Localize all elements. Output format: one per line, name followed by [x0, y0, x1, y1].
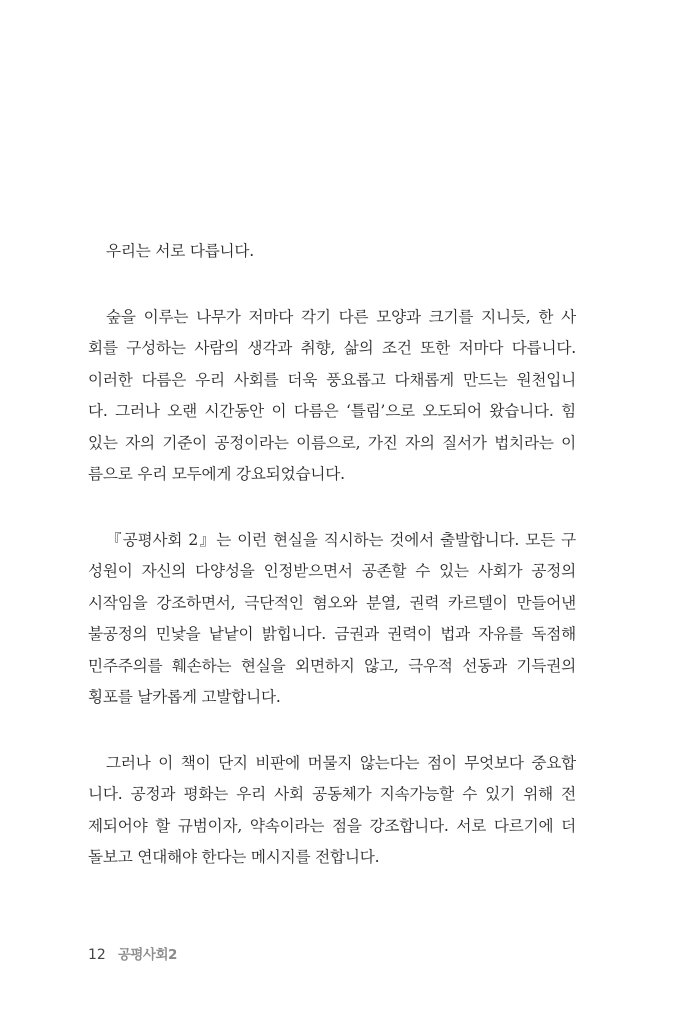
body-text: [88, 236, 576, 908]
text-line: 돌보고 연대해야 한다는 메시지를 전합니다.: [88, 848, 380, 866]
text-line: 다. 그러나 오랜 시간동안 이 다름은 ‘틀림’으로 오도되어 왔습니다. 힘: [88, 402, 576, 420]
text-line: 불공정의 민낯을 낱낱이 밝힙니다. 금권과 권력이 법과 자유를 독점해: [88, 625, 576, 643]
text-line: 있는 자의 기준이 공정이라는 이름으로, 가진 자의 질서가 법치라는 이: [88, 433, 576, 452]
running-title: 공평사회2: [117, 947, 177, 963]
text-line: 시작임을 강조하면서, 극단적인 혐오와 분열, 권력 카르텔이 만들어낸: [88, 593, 576, 612]
paragraph-2: [88, 302, 576, 491]
text-line: 『공평사회 2』는 이런 현실을 직시하는 것에서 출발합니다. 모든 구: [106, 530, 576, 549]
text-line: 니다. 공정과 평화는 우리 사회 공동체가 지속가능할 수 있기 위해 전: [88, 785, 576, 803]
text-line: 민주주의를 훼손하는 현실을 외면하지 않고, 극우적 선동과 기득권의: [88, 656, 576, 675]
text-line: 우리는 서로 다릅니다.: [106, 242, 255, 260]
text-line: 제되어야 할 규범이자, 약속이라는 점을 강조합니다. 서로 다르기에 더: [88, 816, 576, 835]
page-footer: [88, 943, 177, 963]
paragraph-3: [88, 525, 576, 714]
text-line: 름으로 우리 모두에게 강요되었습니다.: [88, 465, 345, 483]
text-line: 숲을 이루는 나무가 저마다 각기 다른 모양과 크기를 지니듯, 한 사: [106, 307, 576, 326]
text-line: 회를 구성하는 사람의 생각과 취향, 삶의 조건 또한 저마다 다릅니다.: [88, 339, 576, 357]
page-number: 12: [88, 947, 106, 963]
paragraph-1: [88, 236, 576, 268]
paragraph-4: [88, 748, 576, 874]
text-line: 이러한 다름은 우리 사회를 더욱 풍요롭고 다채롭게 만드는 원천입니: [88, 370, 576, 389]
text-line: 그러나 이 책이 단지 비판에 머물지 않는다는 점이 무엇보다 중요합: [106, 753, 576, 772]
text-line: 횡포를 날카롭게 고발합니다.: [88, 688, 281, 706]
text-line: 성원이 자신의 다양성을 인정받으면서 공존할 수 있는 사회가 공정의: [88, 562, 576, 580]
